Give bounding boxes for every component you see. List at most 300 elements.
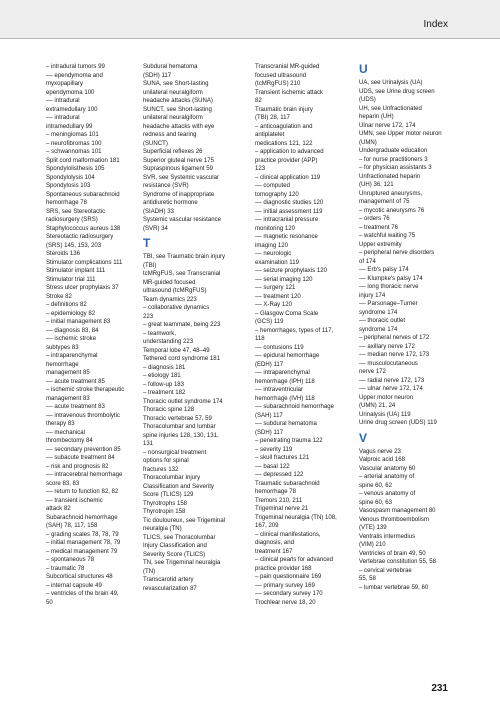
- index-term: imaging: [255, 242, 278, 249]
- page-reference: 78: [77, 565, 85, 572]
- index-entry: [255, 327, 359, 336]
- page-reference: 48: [105, 574, 113, 580]
- index-term: –– return to function: [46, 489, 102, 495]
- page-reference: 131: [143, 441, 154, 447]
- index-entry: [359, 351, 463, 360]
- index-entry: [255, 208, 359, 217]
- index-term: Thoracic spine: [143, 407, 185, 413]
- index-term: – Glasgow Coma Scale: [255, 310, 319, 317]
- index-term: – application to advanced: [255, 149, 324, 155]
- page-reference: 158: [175, 509, 186, 515]
- index-term: extramedullary: [46, 106, 88, 113]
- index-term: –– surgery: [255, 285, 286, 291]
- index-entry: [359, 96, 463, 105]
- index-term: tcMRgFUS, see Transcranial: [143, 271, 221, 277]
- index-term: Steroids: [46, 251, 70, 257]
- page-reference: 21: [301, 506, 309, 512]
- index-term: Severity Score (TLICS): [143, 551, 206, 558]
- index-entry: [359, 550, 463, 559]
- index-term: ependymoma: [46, 89, 85, 96]
- page-reference: 84: [107, 455, 115, 461]
- index-entry: [255, 131, 359, 140]
- index-entry: [255, 505, 359, 514]
- page-reference: 223: [186, 296, 197, 303]
- page-reference: 120: [313, 200, 324, 206]
- index-entry: [143, 321, 253, 330]
- index-term: – great teammate, being: [143, 322, 211, 328]
- index-term: Classification and Severity: [143, 483, 214, 490]
- index-term: –– intraparenchymal: [255, 370, 310, 376]
- index-entry: [359, 283, 463, 292]
- index-entry: [359, 241, 463, 250]
- page-reference: 117: [161, 72, 172, 79]
- index-term: score: [46, 480, 63, 487]
- index-term: –– treatment: [255, 293, 291, 300]
- index-entry: [359, 190, 463, 199]
- page-reference: 80: [428, 508, 436, 514]
- index-term: TLICS, see Thoracolumbar: [143, 534, 216, 541]
- page-reference: 105: [94, 166, 105, 172]
- index-term: hemorrhage: [255, 489, 290, 495]
- page-reference: 210: [290, 81, 301, 87]
- index-term: Split cord malformation: [46, 157, 110, 164]
- index-term: subtypes: [46, 344, 72, 351]
- index-term: resistance (SVR): [143, 183, 189, 189]
- index-entry: [359, 292, 463, 301]
- index-term: Trochlear nerve: [255, 599, 299, 606]
- page-reference: 119: [427, 420, 437, 426]
- index-term: headache attacks (SUNA): [143, 98, 213, 104]
- index-entry: [359, 130, 463, 139]
- index-term: – treatment: [143, 390, 176, 396]
- index-term: Temporal lobe: [143, 347, 183, 354]
- index-entry: [143, 372, 253, 381]
- page-reference: 99: [85, 123, 93, 130]
- index-entry: [359, 79, 463, 88]
- page-reference: 59, 60: [411, 584, 429, 591]
- index-term: – etiology: [143, 373, 171, 379]
- index-entry: [143, 508, 253, 517]
- index-term: Venous thromboembolism: [359, 516, 429, 523]
- index-entry: [359, 181, 463, 190]
- index-term: –– depressed: [255, 472, 294, 478]
- index-term: intramedullary: [46, 123, 86, 130]
- index-term: (EDH): [255, 361, 274, 368]
- page-reference: 172: [375, 369, 386, 375]
- index-entry: [143, 191, 253, 200]
- index-term: – follow-up: [143, 381, 174, 388]
- index-term: –– long thoracic nerve: [359, 284, 419, 290]
- index-entry: [255, 310, 359, 319]
- index-entry: [46, 531, 140, 540]
- index-term: Spondylolisthesis: [46, 166, 95, 172]
- index-entry: [46, 403, 140, 412]
- index-entry: [46, 89, 140, 98]
- page-reference: 181: [170, 373, 181, 379]
- index-term: –– Klumpke's palsy: [359, 275, 413, 282]
- index-entry: [143, 148, 253, 157]
- index-term: Tethered cord syndrome: [143, 356, 210, 362]
- index-term: –– intradural: [46, 98, 80, 104]
- page-reference: 119: [401, 411, 411, 418]
- index-term: Ulnar nerve: [359, 122, 392, 129]
- index-entry: [255, 412, 359, 421]
- page-reference: 169: [311, 574, 322, 580]
- index-term: Team dynamics: [143, 296, 187, 303]
- page-reference: 120: [302, 276, 313, 283]
- page-reference: 111: [96, 268, 106, 274]
- page-reference: 120: [288, 191, 299, 198]
- index-entry: [46, 548, 140, 557]
- index-entry: [255, 182, 359, 191]
- index-entry: [46, 242, 140, 251]
- index-term: Upper extremity: [359, 241, 402, 248]
- index-entry: [143, 165, 253, 174]
- index-term: (UMN): [359, 403, 379, 409]
- index-entry: [359, 360, 463, 369]
- index-term: Urinalysis (UA): [359, 411, 401, 418]
- index-entry: [255, 216, 359, 225]
- page-reference: 82: [79, 302, 87, 308]
- index-term: – pain questionnaire: [255, 574, 312, 580]
- index-term: understanding: [143, 339, 184, 345]
- index-entry: [143, 182, 253, 191]
- page-reference: 210, 211: [278, 497, 303, 504]
- index-term: neuralgia (TN): [143, 526, 182, 532]
- page-reference: 119: [289, 259, 299, 266]
- index-entry: [46, 429, 140, 438]
- page-reference: 76: [382, 216, 390, 222]
- index-term: –– diagnostic studies: [255, 200, 314, 206]
- index-entry: [255, 539, 359, 548]
- index-entry: [143, 432, 253, 441]
- index-term: (VTE): [359, 525, 377, 531]
- index-entry: [255, 250, 359, 259]
- index-term: Unfractionated heparin: [359, 173, 421, 180]
- page-reference: 23: [394, 448, 401, 455]
- index-entry: [255, 446, 359, 455]
- index-entry: [46, 276, 140, 285]
- index-entry: [255, 344, 359, 353]
- index-entry: [46, 165, 140, 174]
- index-entry: [143, 364, 253, 373]
- index-entry: [46, 395, 140, 404]
- index-entry: [143, 199, 253, 208]
- index-term: – medical management: [46, 548, 111, 555]
- page-reference: 174: [412, 275, 423, 282]
- index-term: therapy: [46, 421, 68, 427]
- index-term: Systemic vascular resistance: [143, 217, 221, 223]
- index-entry: [359, 448, 463, 457]
- section-letter: U: [359, 62, 368, 76]
- index-entry: [46, 412, 140, 421]
- page-reference: 83: [67, 421, 75, 427]
- index-term: –– basal: [255, 463, 280, 470]
- page-reference: 168: [301, 565, 312, 572]
- index-term: antidiuretic hormone: [143, 200, 198, 206]
- index-term: – venous anatomy of: [359, 491, 416, 497]
- index-term: – initial management: [46, 319, 104, 325]
- index-term: (UDS): [359, 97, 376, 103]
- index-entry: [46, 488, 140, 497]
- index-term: Subarachnoid hemorrhage: [46, 514, 118, 521]
- page-reference: 100: [84, 89, 95, 96]
- index-entry: [143, 338, 253, 347]
- index-entry: [46, 97, 140, 106]
- page-reference: 172, 174: [391, 122, 416, 129]
- index-entry: [255, 471, 359, 480]
- index-entry: [46, 225, 140, 234]
- index-entry: [46, 63, 140, 72]
- page-reference: 117: [273, 361, 284, 368]
- index-term: – mycotic aneurysms: [359, 207, 418, 214]
- index-term: – severity: [255, 446, 283, 453]
- index-term: –– thoracic outlet: [359, 318, 406, 324]
- page-reference: 83, 84: [81, 327, 99, 334]
- index-term: headache attacks with eye: [143, 123, 215, 130]
- index-entry: [46, 148, 140, 157]
- page-reference: 76: [391, 224, 399, 231]
- index-term: options for spinal: [143, 458, 189, 464]
- index-entry: [46, 191, 140, 200]
- index-term: practice provider (APP): [255, 157, 318, 164]
- index-term: –– intracerebral hemorrhage: [46, 472, 123, 478]
- page-reference: 100: [91, 140, 102, 147]
- index-entry: [255, 454, 359, 463]
- index-entry: [46, 480, 140, 489]
- page-reference: 84: [86, 438, 93, 444]
- index-entry: [255, 284, 359, 293]
- index-entry: [46, 514, 140, 523]
- index-term: Stroke: [46, 293, 66, 300]
- page-number: 231: [431, 683, 448, 694]
- index-entry: [143, 208, 253, 217]
- index-term: (UMN): [359, 139, 377, 146]
- index-term: Spontaneous subarachnoid: [46, 191, 120, 198]
- page-reference: 168: [394, 457, 405, 463]
- index-term: focused ultrasound: [255, 72, 307, 79]
- page-reference: 34: [161, 225, 168, 232]
- index-entry: [255, 488, 359, 497]
- index-term: – risk and prognosis: [46, 463, 102, 470]
- index-entry: [255, 157, 359, 166]
- index-term: Vagus nerve: [359, 448, 395, 455]
- page-reference: 175: [203, 157, 214, 164]
- index-column-3: [255, 63, 359, 607]
- page-reference: 121: [285, 285, 296, 291]
- index-term: unilateral neuralgiform: [143, 89, 203, 96]
- index-term: Thoracic vertebrae: [143, 415, 196, 422]
- index-entry: [143, 585, 253, 594]
- index-entry: [359, 139, 463, 148]
- index-term: Stimulator complications: [46, 259, 114, 266]
- index-term: revascularization: [143, 585, 191, 592]
- index-term: antiplatelet: [255, 132, 285, 138]
- index-entry: [46, 471, 140, 480]
- page-reference: 78, 78, 79: [91, 531, 119, 538]
- index-term: tomography: [255, 191, 289, 198]
- index-entry: [255, 72, 359, 81]
- index-term: (SIADH): [143, 208, 168, 215]
- index-term: Superior gluteal nerve: [143, 157, 204, 164]
- index-term: (SVR): [143, 225, 162, 232]
- index-term: Stimulator implant: [46, 268, 97, 274]
- index-entry: [255, 267, 359, 276]
- index-term: –– diagnosis: [46, 327, 82, 334]
- index-term: hemorrhage: [46, 361, 79, 368]
- page-reference: 121, 122: [288, 140, 313, 147]
- index-entry: [46, 361, 140, 370]
- index-entry: [143, 89, 253, 98]
- index-entry: [255, 565, 359, 574]
- index-entry: [255, 242, 359, 251]
- index-entry: [46, 216, 140, 225]
- index-term: – peripheral nerve disorders: [359, 250, 435, 256]
- index-term: –– Parsonage–Turner: [359, 301, 418, 307]
- index-entry: [46, 446, 140, 455]
- page-reference: 145, 153, 203: [64, 242, 102, 249]
- page-reference: 121: [299, 455, 310, 461]
- page-reference: 78: [87, 557, 95, 563]
- index-term: Tic douloureux, see Trigeminal: [143, 517, 226, 524]
- index-entry: [255, 352, 359, 361]
- index-entry: [143, 296, 253, 305]
- index-entry: [46, 267, 140, 276]
- index-entry: [255, 599, 359, 608]
- index-term: –– acute treatment: [46, 404, 99, 410]
- index-term: (SAH): [46, 523, 65, 529]
- index-entry: [46, 599, 140, 608]
- index-term: SVR, see Systemic vascular: [143, 174, 219, 181]
- index-entry: [255, 148, 359, 157]
- index-entry: [255, 386, 359, 395]
- page-reference: 60: [408, 465, 416, 472]
- index-entry: [46, 437, 140, 446]
- page-reference: 118: [255, 336, 265, 342]
- page-reference: 167, 209: [255, 523, 279, 529]
- index-term: – intraparenchymal: [46, 353, 98, 359]
- index-term: Ventralis intermedius: [359, 533, 416, 540]
- index-entry: [359, 317, 463, 326]
- index-entry: [255, 165, 359, 174]
- page-reference: 169: [304, 582, 315, 589]
- index-term: – diagnosis: [143, 364, 176, 371]
- index-entry: [255, 123, 359, 132]
- page-reference: 82: [255, 98, 262, 104]
- index-term: –– primary survey: [255, 582, 305, 589]
- index-term: (VIM): [359, 542, 376, 548]
- index-term: management of: [359, 199, 403, 205]
- index-entry: [255, 378, 359, 387]
- index-term: – watchful waiting: [359, 233, 409, 239]
- index-entry: [359, 198, 463, 207]
- index-entry: [359, 266, 463, 275]
- page-reference: 99: [98, 64, 105, 70]
- index-entry: [46, 573, 140, 582]
- index-term: Traumatic subarachnoid: [255, 480, 320, 487]
- page-reference: 170: [312, 591, 323, 597]
- index-term: Spondylosis: [46, 183, 81, 189]
- index-entry: [359, 499, 463, 508]
- index-entry: [46, 301, 140, 310]
- index-term: (UH): [359, 182, 374, 188]
- index-entry: [143, 381, 253, 390]
- index-term: –– secondary prevention: [46, 446, 114, 453]
- index-term: –– ulnar nerve: [359, 386, 400, 392]
- index-entry: [255, 497, 359, 506]
- index-term: treatment: [255, 548, 283, 555]
- index-entry: [143, 131, 253, 140]
- page-reference: 122: [279, 463, 290, 470]
- index-entry: [143, 262, 253, 271]
- page-reference: 128, 130, 131,: [179, 432, 219, 439]
- index-term: – collaborative dynamics: [143, 305, 210, 311]
- index-entry: [143, 525, 253, 534]
- index-term: spine: [359, 499, 376, 506]
- index-term: –– ischemic stroke: [46, 336, 97, 342]
- page-reference: 57, 59: [195, 415, 212, 422]
- index-entry: [255, 522, 359, 531]
- index-entry: [46, 233, 140, 242]
- index-term: unilateral neuralgiform: [143, 115, 203, 121]
- index-term: –– median nerve: [359, 352, 406, 358]
- page-reference: 223: [183, 339, 194, 345]
- index-entry: [143, 216, 253, 225]
- page-reference: 26: [195, 149, 203, 155]
- index-entry: [46, 335, 140, 344]
- index-entry: [255, 361, 359, 370]
- index-term: – spontaneous: [46, 557, 88, 563]
- index-entry: [359, 224, 463, 233]
- page-reference: 78, 117, 158: [64, 523, 98, 529]
- page-reference: 82: [88, 310, 96, 317]
- index-entry: [255, 199, 359, 208]
- page-reference: 100: [87, 106, 98, 113]
- page-reference: 49: [95, 582, 102, 589]
- index-term: Urine drug screen (UDS): [359, 420, 428, 426]
- index-term: – anticoagulation and: [255, 123, 313, 130]
- index-entry: [143, 287, 253, 296]
- page-reference: 21, 24: [378, 403, 396, 409]
- index-term: –– secondary survey: [255, 591, 313, 597]
- index-entry: [46, 157, 140, 166]
- index-entry: [46, 565, 140, 574]
- index-term: Stimulator trial: [46, 276, 87, 283]
- index-column-1: [46, 63, 140, 607]
- index-term: (tcMRgFUS): [255, 81, 291, 87]
- index-entry: [143, 576, 253, 585]
- index-entry: [46, 182, 140, 191]
- page-reference: 78, 79: [103, 540, 121, 546]
- index-term: – neurofibromas: [46, 140, 92, 147]
- index-entry: [255, 420, 359, 429]
- index-term: Undergraduate education: [359, 148, 428, 154]
- index-entry: [46, 344, 140, 353]
- index-term: UA, see Urinalysis (UA): [359, 80, 423, 86]
- page-reference: 36, 121: [373, 182, 394, 188]
- page-reference: 82: [65, 293, 72, 300]
- index-term: monitoring: [255, 225, 285, 232]
- index-term: examination: [255, 259, 290, 266]
- index-term: –– intravenous thrombolytic: [46, 412, 120, 419]
- page-reference: 117: [273, 412, 283, 419]
- index-entry: [143, 406, 253, 415]
- page-reference: 174: [212, 398, 223, 405]
- index-term: – schwannomas: [46, 149, 92, 155]
- index-entry: [359, 567, 463, 576]
- section-letter: T: [143, 236, 151, 250]
- index-entry: [143, 63, 253, 72]
